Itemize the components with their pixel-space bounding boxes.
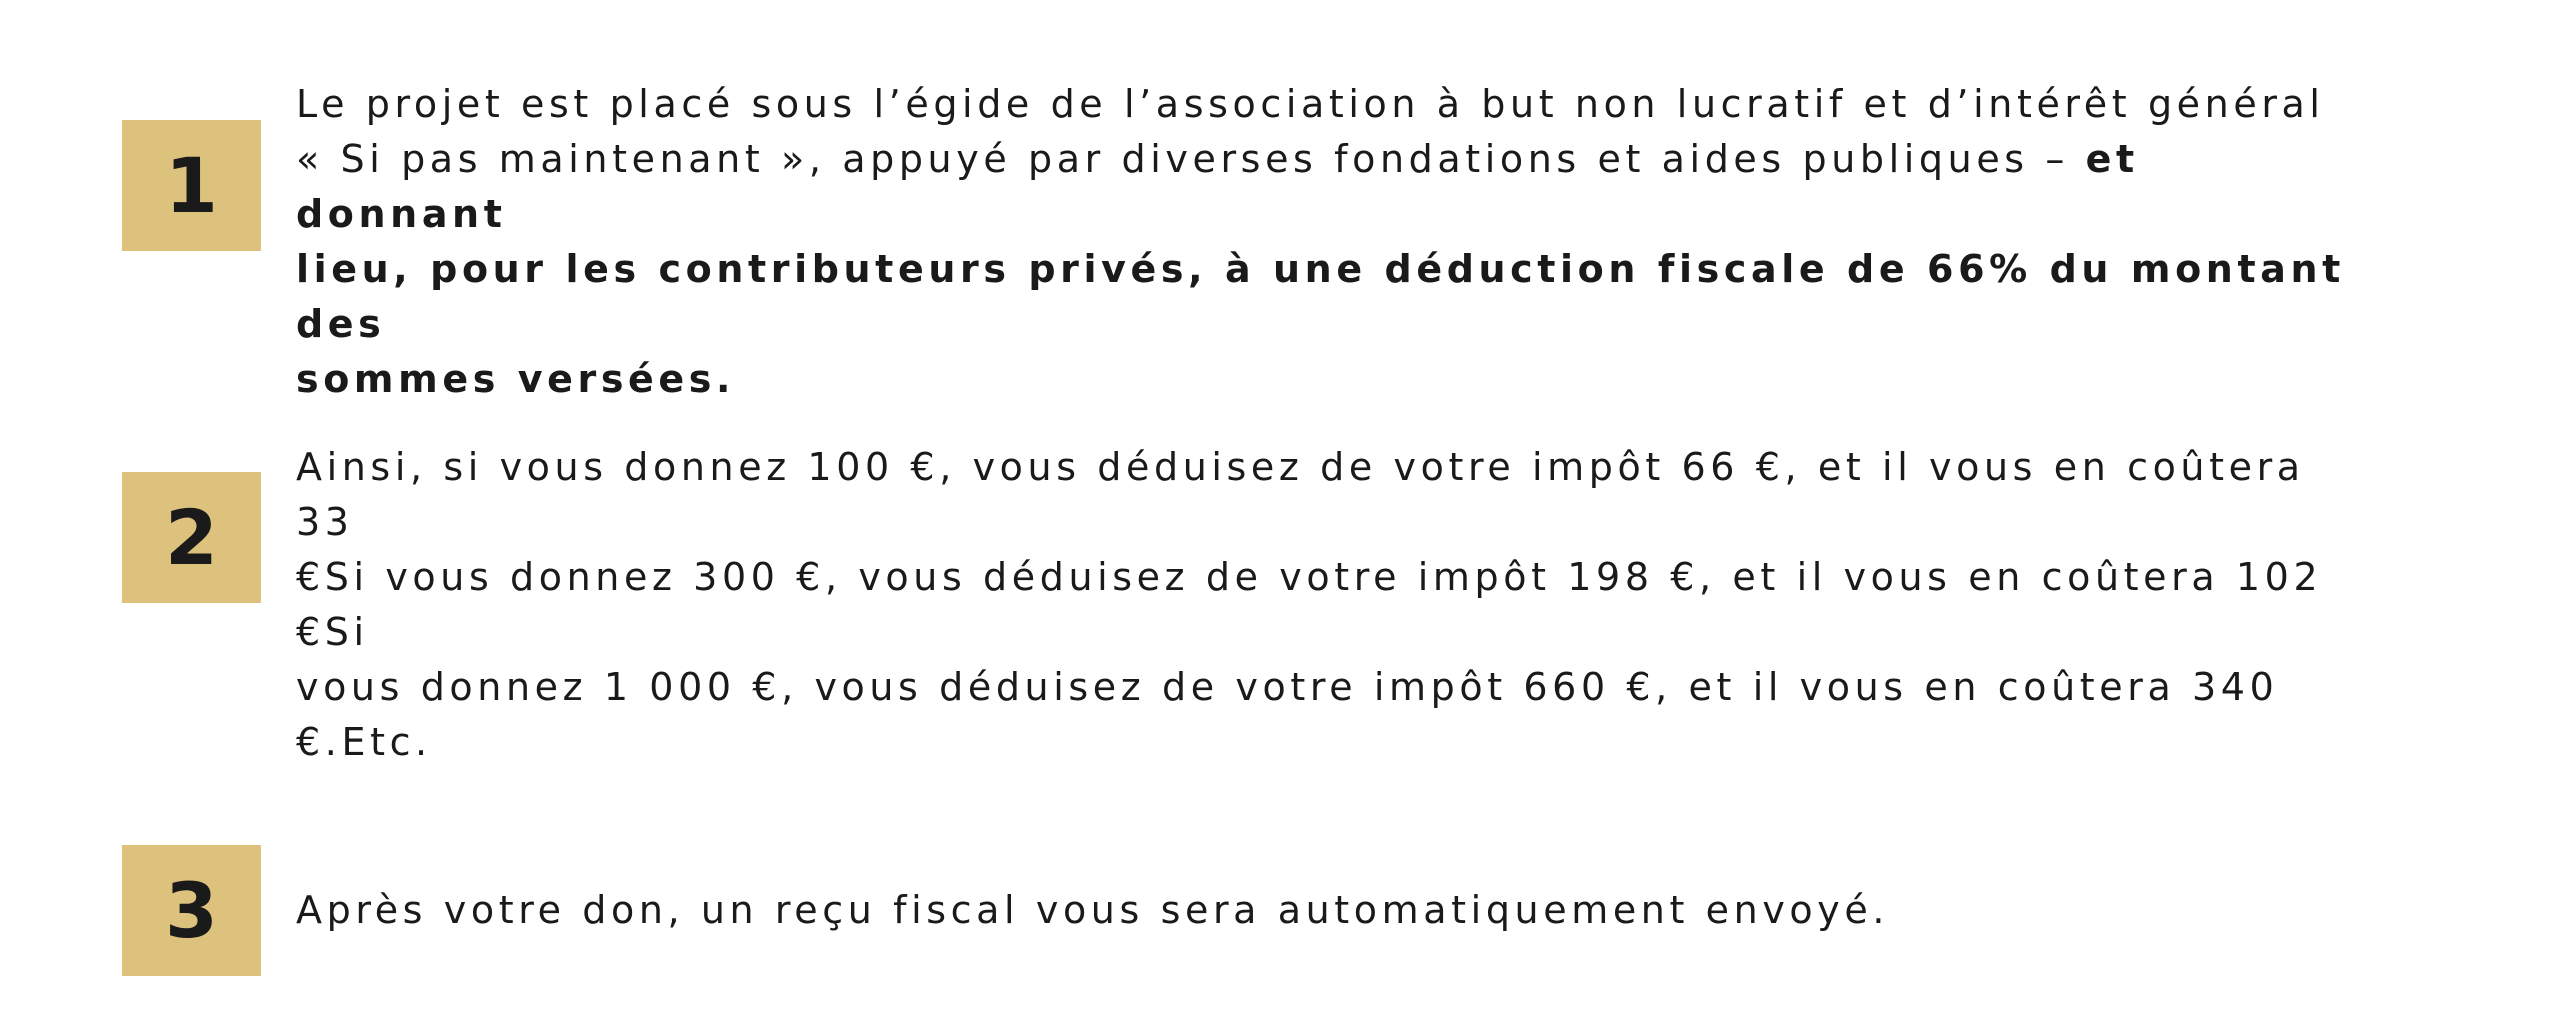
text-line: lieu, pour les contributeurs privés, à une déduction fiscale de 66% du montant des xyxy=(296,247,2345,346)
step-number-badge: 1 xyxy=(122,120,261,251)
step-description xyxy=(296,883,2356,938)
text-line: Ainsi, si vous donnez 100 €, vous déduisez de votre impôt 66 €, et il vous en coûtera 33 xyxy=(296,445,2305,544)
text-line: €Si vous donnez 300 €, vous déduisez de votre impôt 198 €, et il vous en coûtera 102 €Si xyxy=(296,555,2323,654)
step-number-badge: 2 xyxy=(122,472,261,603)
text-line: Le projet est placé sous l’égide de l’association à but non lucratif et d’intérêt général xyxy=(296,82,2325,126)
text-line: €.Etc. xyxy=(296,720,432,764)
text-line: vous donnez 1 000 €, vous déduisez de votre impôt 660 €, et il vous en coûtera 340 xyxy=(296,665,2279,709)
step-description xyxy=(296,440,2356,770)
text-line: « Si pas maintenant », appuyé par diverses fondations et aides publiques – et donnant xyxy=(296,137,2139,236)
text-line: sommes versées. xyxy=(296,357,736,401)
step-number-badge: 3 xyxy=(122,845,261,976)
step-description xyxy=(296,77,2356,407)
text-line: Après votre don, un reçu fiscal vous sera automatiquement envoyé. xyxy=(296,888,1890,932)
